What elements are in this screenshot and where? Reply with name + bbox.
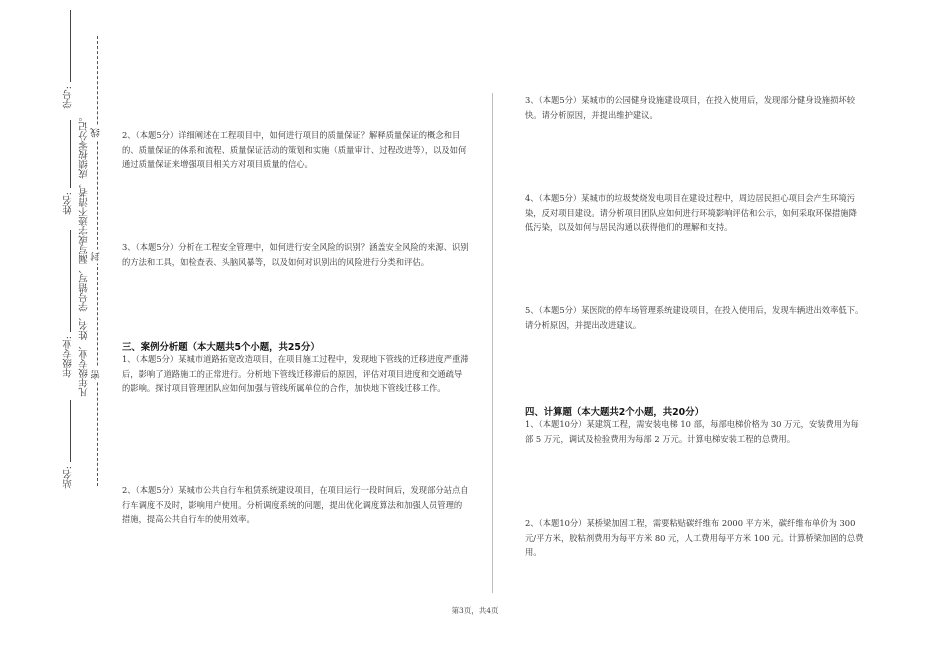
exam-site-label: 站名: bbox=[63, 466, 74, 489]
exam-site-line bbox=[70, 400, 71, 462]
case-question-2: 2、（本题5分）某城市公共自行车租赁系统建设项目，在项目运行一段时间后，发现部分站点自行车调度不及时，影响用户使用。分析调度系统的问题，提出优化调度算法和加强人员管理的措施，提高公共自行车的使用效率。 bbox=[122, 485, 469, 524]
page-footer: 第3页，共4页 bbox=[451, 606, 499, 615]
column-separator bbox=[492, 93, 493, 593]
seal-xian: 线 bbox=[91, 128, 102, 138]
section-3-heading: 三、案例分析题（本大题共5个小题，共25分） bbox=[122, 342, 320, 353]
case-question-5: 5、（本题5分）某医院的停车场管理系统建设项目，在投入使用后，发现车辆进出效率低下。请分析原因，并提出改进建议。 bbox=[525, 305, 864, 330]
grade-major-label: 年级专业: bbox=[63, 336, 74, 378]
calc-question-1: 1、（本题10分）某建筑工程，需安装电梯 10 部，每部电梯价格为 30 万元，安装费用为每部 5 万元，调试及检验费用为每部 2 万元。计算电梯安装工程的总费用。 bbox=[525, 419, 859, 444]
name-label: 姓名: bbox=[63, 192, 74, 215]
case-question-4: 4、（本题5分）某城市的垃圾焚烧发电项目在建设过程中，周边居民担心项目会产生环境污染，反对项目建设。请分析项目团队应如何进行环境影响评估和公示，如何采取环保措施降低污染，以及如何与居民沟通以获得他们的理解和支持。 bbox=[525, 193, 857, 232]
student-no-line bbox=[70, 10, 71, 82]
name-line bbox=[70, 120, 71, 188]
binding-warning: 凡年级专业、姓名、学号错写、漏写或字迹不清者，成绩按零分记。 bbox=[79, 112, 90, 397]
student-no-label: 学号: bbox=[63, 86, 74, 109]
question-left-3: 3、（本题5分）分析在工程安全管理中，如何进行安全风险的识别？涵盖安全风险的来源、识别的方法和工具，如检查表、头脑风暴等，以及如何对识别出的风险进行分类和评估。 bbox=[122, 242, 469, 267]
grade-major-line bbox=[70, 230, 71, 332]
question-left-2: 2、（本题5分）详细阐述在工程项目中，如何进行项目的质量保证？解释质量保证的概念和目的、质量保证的体系和流程、质量保证活动的策划和实施（质量审计、过程改进等），以及如何通过质量保证来增强项目相关方对项目质量的信心。 bbox=[122, 130, 467, 169]
seal-feng: 封 bbox=[91, 252, 102, 262]
case-question-3: 3、（本题5分）某城市的公园健身设施建设项目，在投入使用后，发现部分健身设施损坏较快。请分析原因，并提出维护建议。 bbox=[525, 95, 855, 120]
calc-question-2: 2、（本题10分）某桥梁加固工程，需要粘贴碳纤维布 2000 平方米，碳纤维布单价为 300 元/平方米，胶粘剂费用为每平方米 80 元，人工费用每平方米 100 元。计算桥梁加固的总费用。 bbox=[525, 518, 864, 557]
case-question-1: 1、（本题5分）某城市道路拓宽改造项目，在项目施工过程中，发现地下管线的迁移进度严重滞后，影响了道路施工的正常进行。分析地下管线迁移滞后的原因，评估对项目进度和交通疏导的影响。探讨项目管理团队应如何加强与管线所属单位的合作，加快地下管线迁移工作。 bbox=[122, 354, 469, 393]
seal-mi: 密 bbox=[91, 370, 102, 380]
section-4-heading: 四、计算题（本大题共2个小题，共20分） bbox=[525, 407, 704, 418]
